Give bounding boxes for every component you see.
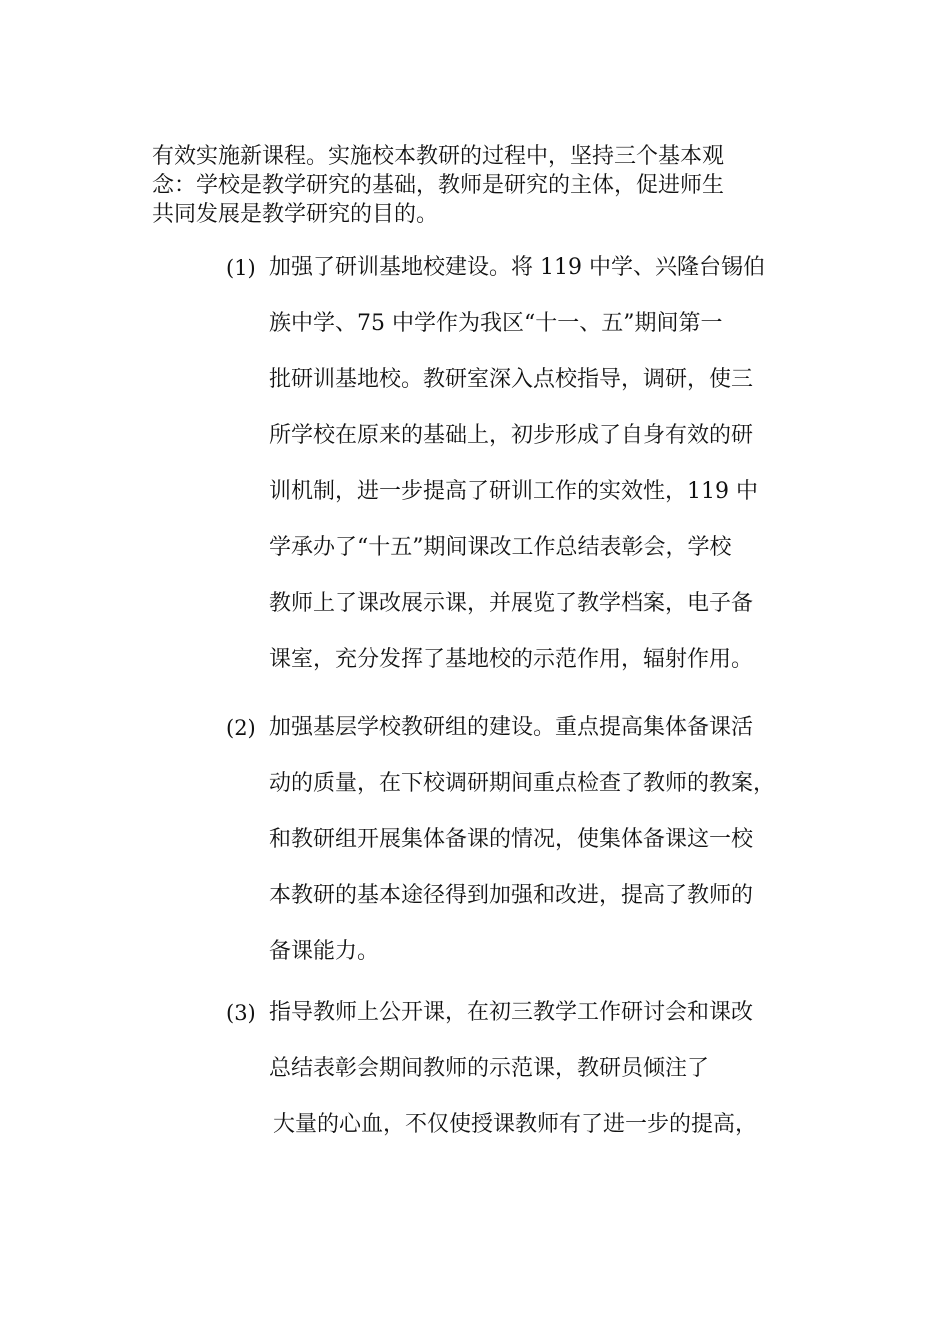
list-item-text bbox=[269, 240, 869, 688]
list-item-text bbox=[269, 700, 869, 980]
list-item-number: (2) bbox=[226, 716, 256, 740]
text-line: 学承办了“十五”期间课改工作总结表彰会，学校 bbox=[269, 535, 732, 560]
intro-paragraph bbox=[152, 142, 852, 229]
text-line: 所学校在原来的基础上，初步形成了自身有效的研 bbox=[269, 423, 754, 448]
text-line: 加强基层学校教研组的建设。重点提高集体备课活 bbox=[269, 715, 754, 740]
text-line: 训机制，进一步提高了研训工作的实效性，119 中 bbox=[269, 479, 758, 504]
intro-line: 念：学校是教学研究的基础，教师是研究的主体，促进师生 bbox=[152, 173, 725, 198]
text-line: 总结表彰会期间教师的示范课，教研员倾注了 bbox=[269, 1056, 710, 1081]
text-line: 课室，充分发挥了基地校的示范作用，辐射作用。 bbox=[269, 647, 754, 672]
text-line: 批研训基地校。教研室深入点校指导，调研，使三 bbox=[269, 367, 754, 392]
text-line: 加强了研训基地校建设。将 119 中学、兴隆台锡伯 bbox=[269, 255, 765, 280]
text-line: 动的质量，在下校调研期间重点检查了教师的教案， bbox=[269, 771, 776, 796]
text-line: 指导教师上公开课，在初三教学工作研讨会和课改 bbox=[269, 1000, 754, 1025]
intro-line: 共同发展是教学研究的目的。 bbox=[152, 202, 439, 227]
text-line: 和教研组开展集体备课的情况，使集体备课这一校 bbox=[269, 827, 754, 852]
text-line: 本教研的基本途径得到加强和改进，提高了教师的 bbox=[269, 883, 754, 908]
list-item-number: (1) bbox=[226, 256, 256, 280]
intro-line: 有效实施新课程。实施校本教研的过程中，坚持三个基本观 bbox=[152, 144, 725, 169]
list-item-text bbox=[269, 985, 869, 1153]
text-line: 族中学、75 中学作为我区“十一、五”期间第一 bbox=[269, 311, 723, 336]
list-item-number: (3) bbox=[226, 1001, 256, 1025]
text-line: 教师上了课改展示课，并展览了教学档案，电子备 bbox=[269, 591, 754, 616]
text-line: 备课能力。 bbox=[269, 939, 380, 964]
text-line: 大量的心血，不仅使授课教师有了进一步的提高， bbox=[273, 1112, 758, 1137]
